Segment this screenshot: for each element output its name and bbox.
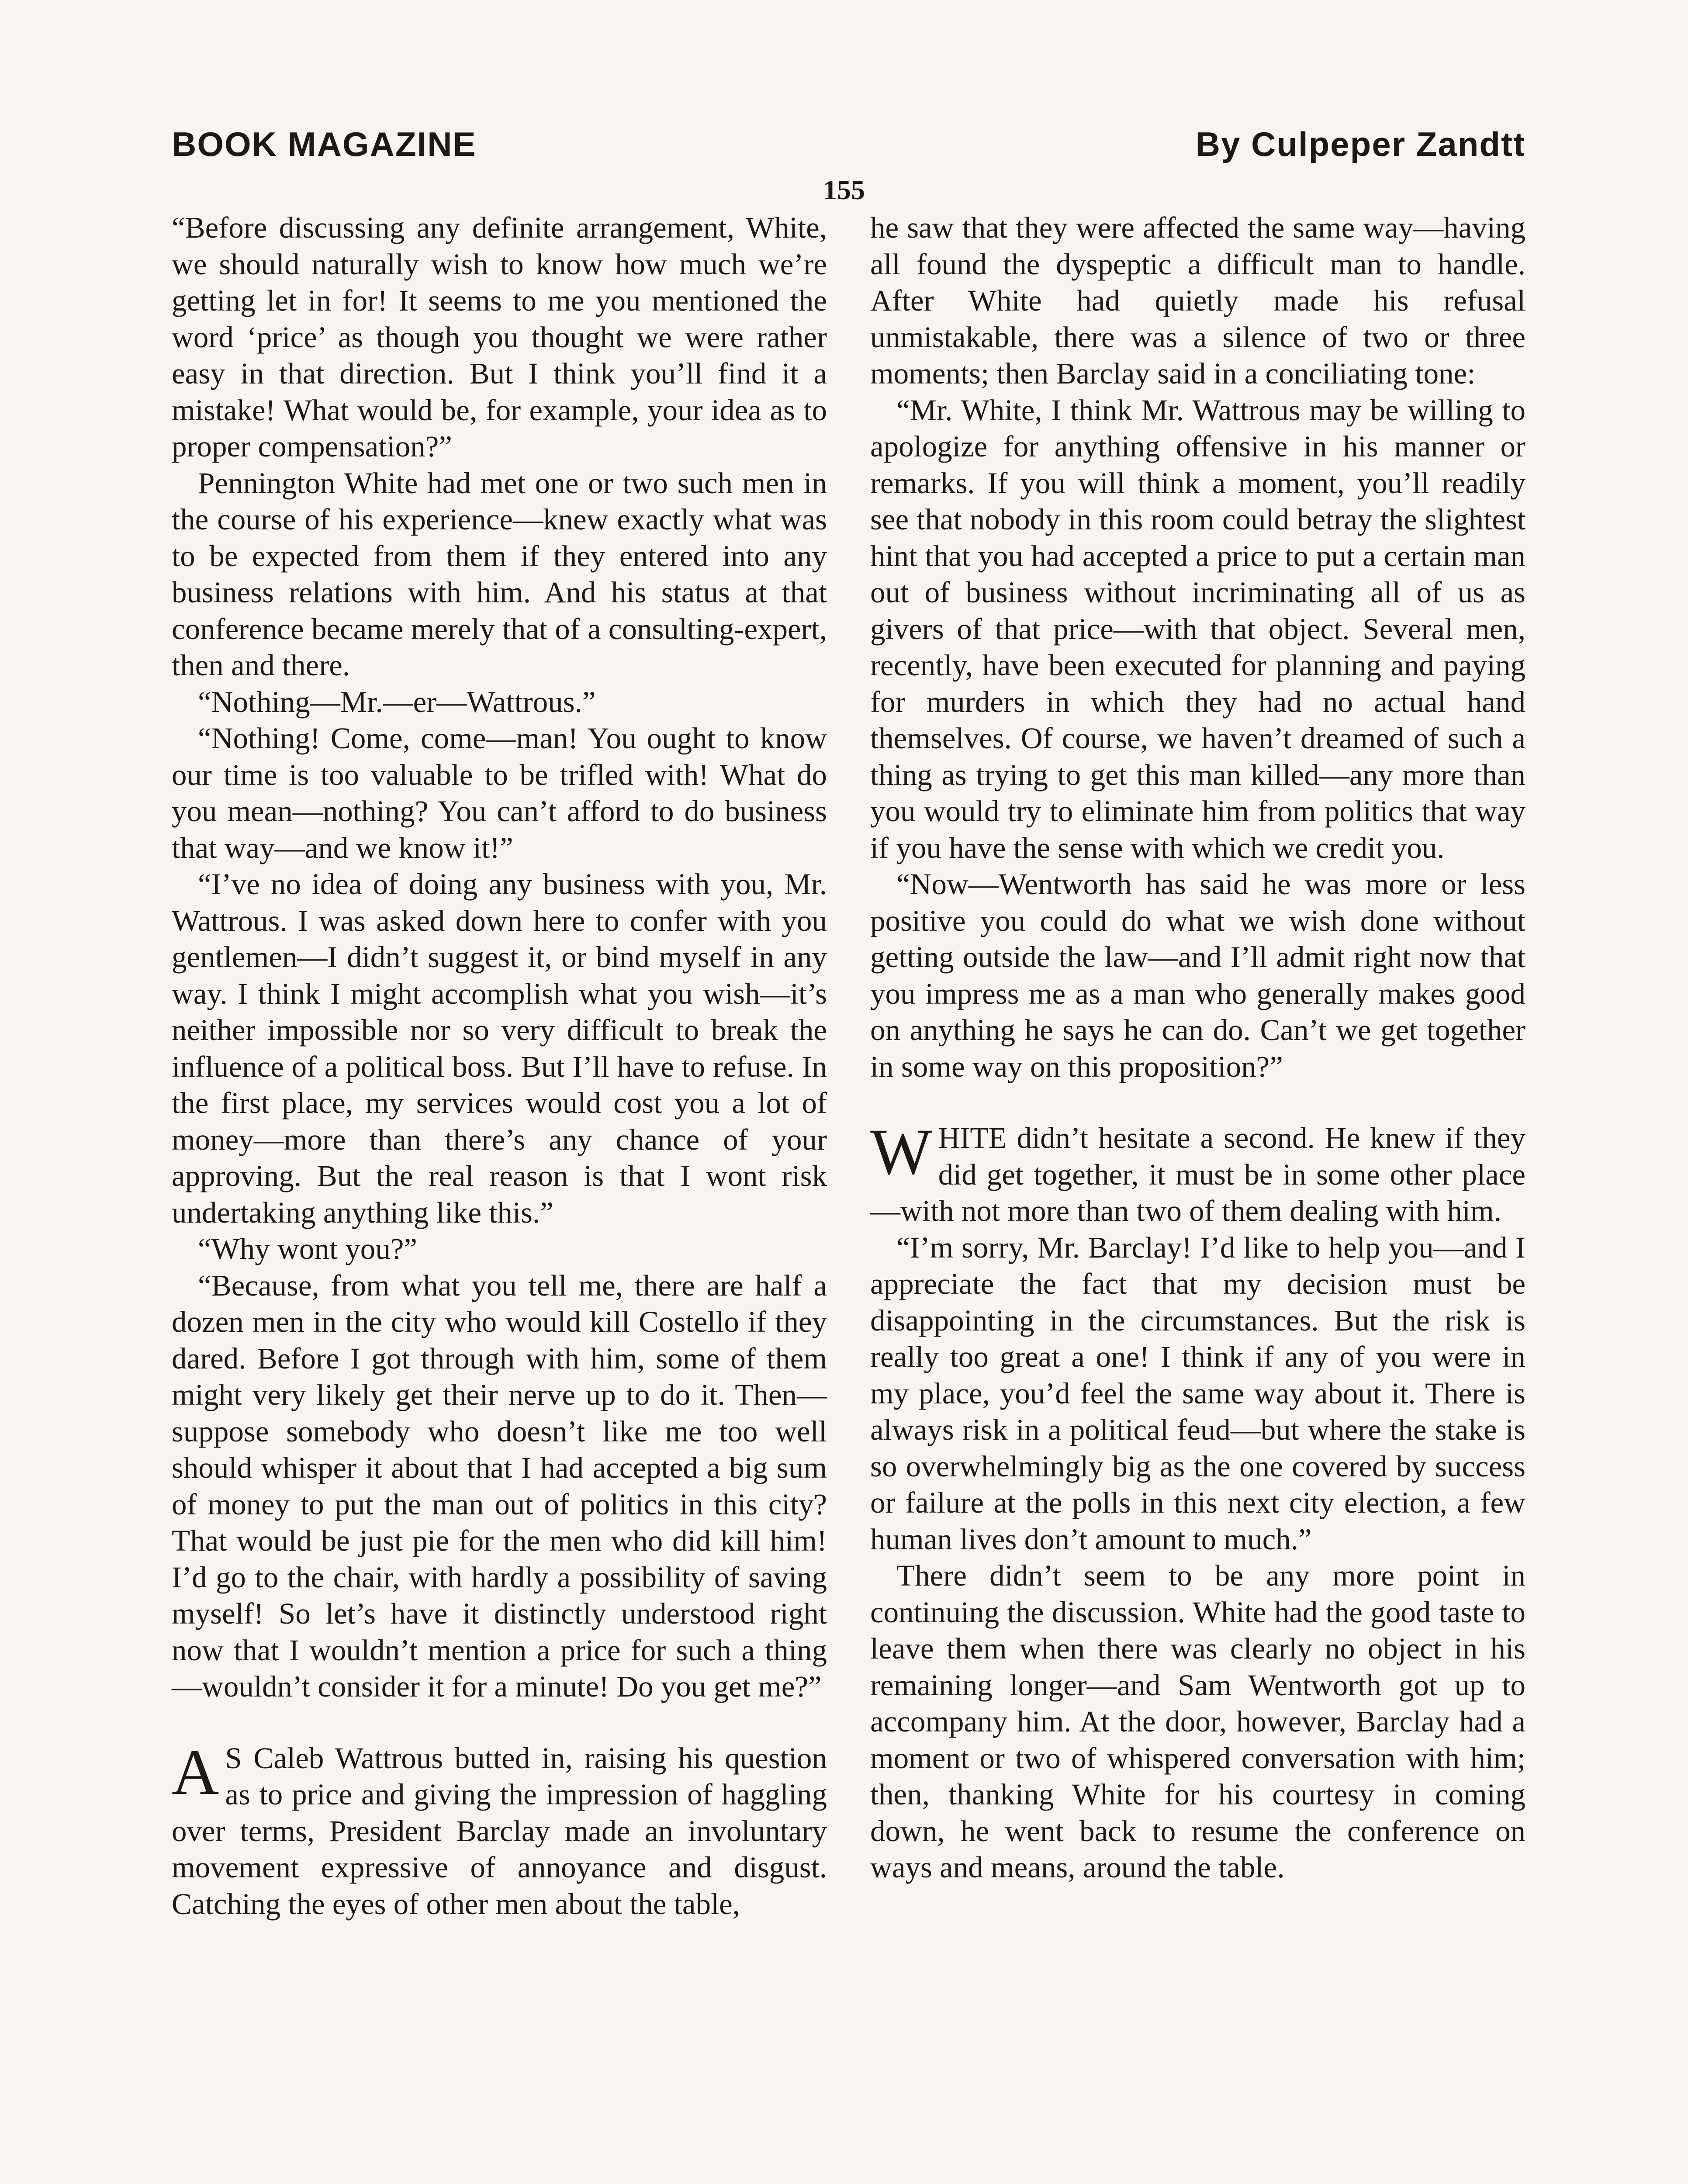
running-head — [172, 124, 1525, 164]
paragraph: “Why wont you?” — [198, 1232, 418, 1265]
continuation-paragraph: he saw that they were affected the same way—having all found the dyspeptic a difficult man to handle. After White had quietly made his refusal unmistakable, there was a silence of two or three moments; then Barclay said in a conciliating tone: — [870, 211, 1525, 390]
section-paragraph — [172, 1735, 827, 1923]
paragraph: “I’m sorry, Mr. Barclay! I’d like to help you—and I appreciate the fact that my decision must be disappointing in the circumstances. But the risk is really too great a one! I think if any of you were in my place, you’d feel the same way about it. There is always risk in a political feud—but where the stake is so overwhelmingly big as the one covered by success or failure at the polls in this next city election, a few human lives don’t amount to much.” — [870, 1230, 1525, 1556]
paragraph: “Because, from what you tell me, there are half a dozen men in the city who would kill Costello if they dared. Before I got through with him, some of them might very likely get their nerve up to do it. Then—suppose somebody who doesn’t like me too well should whisper it about that I had accepted a big sum of money to put the man out of politics in this city? That would be just pie for the men who did kill him! I’d go to the chair, with hardly a possibility of saving myself! So let’s have it distinctly understood right now that I wouldn’t mention a price for such a thing—wouldn’t consider it for a minute! Do you get me?” — [172, 1268, 827, 1703]
paragraph: There didn’t seem to be any more point in continuing the discussion. White had the good taste to leave them when there was clearly no object in his remaining longer—and Sam Wentworth got up to accompany him. At the door, however, Barclay had a moment or two of whispered conversation with him; then, thanking White for his courtesy in coming down, he went back to resume the conference on ways and means, around the table. — [870, 1559, 1525, 1884]
section-text: S Caleb Wattrous butted in, raising his question as to price and giving the impression of haggling over terms, President Barclay made an involuntary movement expressive of annoyance and disgust. Catching the eyes of other men about the table, — [172, 1741, 827, 1921]
drop-cap: W — [870, 1116, 932, 1188]
paragraph: “Nothing—Mr.—er—Wattrous.” — [198, 685, 596, 719]
right-column — [870, 210, 1525, 1886]
paragraph: “Mr. White, I think Mr. Wattrous may be willing to apologize for anything offensive in his manner or remarks. If you will think a moment, you’ll readily see that nobody in this room could betray the slightest hint that you had accepted a price to put a certain man out of business without incriminating all of us as givers of that price—with that object. Several men, recently, have been executed for planning and paying for murders in which they had no actual hand themselves. Of course, we haven’t dreamed of such a thing as trying to get this man killed—any more than you would try to eliminate him from politics that way if you have the sense with which we credit you. — [870, 393, 1525, 864]
paragraph: “Nothing! Come, come—man! You ought to know our time is too valuable to be trifled with! What do you mean—nothing? You can’t afford to do business that way—and we know it!” — [172, 722, 827, 864]
drop-cap: A — [172, 1735, 219, 1808]
left-column — [172, 210, 827, 1922]
paragraph: “Now—Wentworth has said he was more or less positive you could do what we wish done without getting outside the law—and I’ll admit right now that you impress me as a man who generally makes good on anything he says he can do. Can’t we get together in some way on this proposition?” — [870, 867, 1525, 1083]
publication-title: BOOK MAGAZINE — [172, 125, 477, 163]
paragraph: “Before discussing any definite arrangement, White, we should naturally wish to know how much we’re getting let in for! It seems to me you mentioned the word ‘price’ as though you thought we were rather easy in that direction. But I think you’ll find it a mistake! What would be, for example, your idea as to proper compensation?” — [172, 211, 827, 463]
paragraph: “I’ve no idea of doing any business with you, Mr. Wattrous. I was asked down here to confer with you gentlemen—I didn’t suggest it, or bind myself in any way. I think I might accomplish what you wish—it’s neither impossible nor so very difficult to break the influence of a political boss. But I’ll have to refuse. In the first place, my services would cost you a lot of money—more than there’s any chance of your approving. But the real reason is that I wont risk undertaking anything like this.” — [172, 867, 827, 1229]
paragraph: Pennington White had met one or two such men in the course of his experience—knew exactly what was to be expected from them if they entered into any business relations with him. And his status at that conference became merely that of a consulting-expert, then and there. — [172, 466, 827, 682]
page-number: 155 — [823, 174, 865, 205]
section-paragraph — [870, 1116, 1525, 1230]
author-byline: By Culpeper Zandtt — [1195, 125, 1525, 163]
section-text: HITE didn’t hesitate a second. He knew if they did get together, it must be in some other place—with not more than two of them dealing with him. — [870, 1121, 1525, 1227]
